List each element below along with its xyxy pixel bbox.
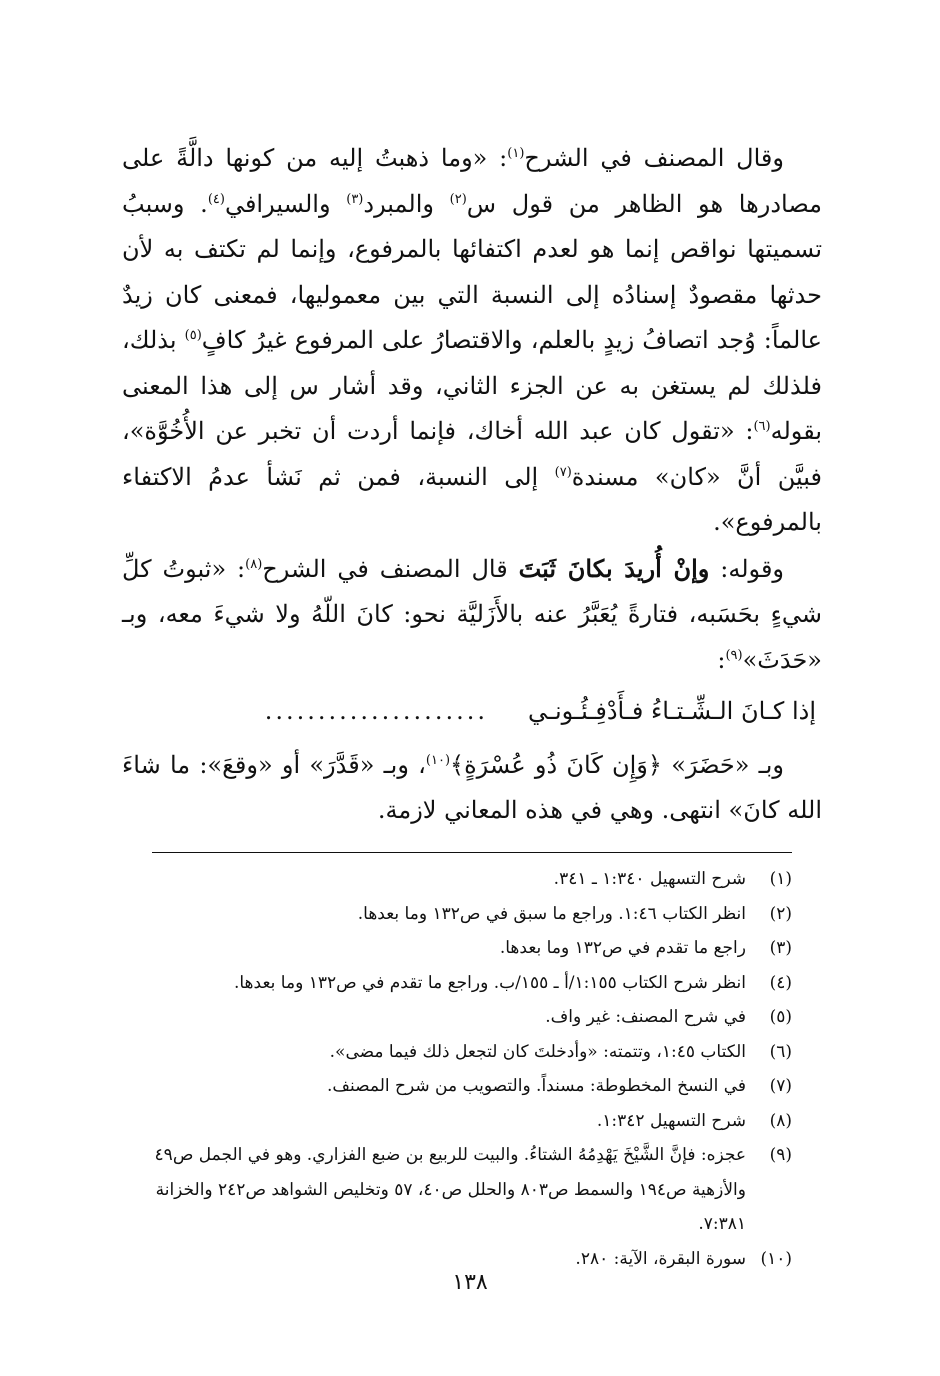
footnote-ref-8: (٨) <box>245 556 263 572</box>
footnote <box>132 897 792 932</box>
footnote-number: (٥) <box>769 1007 792 1027</box>
footnote-number: (١) <box>769 869 792 889</box>
footnote-text: في شرح المصنف: غير واف. <box>545 1007 746 1027</box>
text-run: قال المصنف في الشرح <box>262 554 519 583</box>
text-run: وقوله: <box>709 554 785 583</box>
footnote-text: شرح التسهيل ١:٣٤٢. <box>596 1110 746 1131</box>
footnote-divider <box>152 852 792 853</box>
footnote-number: (٤) <box>769 972 792 993</box>
text-run: وبـ «حَضَرَ» ﴿وَإِن كَانَ ذُو عُسْرَةٍ﴾ <box>450 750 784 779</box>
verse-hemistich: إذا كـانَ الـشِّـتـاءُ فـأَدْفِـئُـونـي <box>527 697 816 725</box>
footnote-ref-10: (١٠) <box>425 752 451 768</box>
footnote-number: (٧) <box>769 1076 792 1096</box>
footnote-text: شرح التسهيل ١:٣٤٠ ـ ٣٤١. <box>553 869 746 889</box>
footnote <box>132 966 792 1001</box>
text-run: بذلك، فلذلك لم يستغن به عن الجزء الثاني، وقد أشار س إلى هذا المعنى بقوله <box>122 326 823 445</box>
footnotes <box>132 862 792 1276</box>
footnote-ref-1: (١) <box>507 146 525 161</box>
verse-ellipsis: ..................... <box>264 697 488 725</box>
footnote-number: (٩) <box>769 1145 792 1165</box>
page-number: ١٣٨ <box>452 1270 488 1295</box>
footnote-ref-2: (٢) <box>449 191 467 207</box>
footnote-text: سورة البقرة، الآية: ٢٨٠. <box>575 1248 746 1269</box>
footnote <box>132 1035 792 1070</box>
main-text <box>122 136 822 834</box>
paragraph-2 <box>122 546 822 684</box>
footnote-text: راجع ما تقدم في ص١٣٢ وما بعدها. <box>499 938 746 958</box>
footnote-ref-3: (٣) <box>346 191 364 207</box>
footnote-number: (٦) <box>769 1041 792 1062</box>
verse-line <box>122 689 822 735</box>
footnote-ref-6: (٦) <box>753 419 771 434</box>
text-run: : «ثبوتُ كلِّ شيءٍ بحَسَبه، فتارةً يُعَبَّرُ عنه بالأَزَليَّة نحو: كانَ اللّهُ ولا شيءَ معه، وبـ «حَدَثَ» <box>122 554 822 674</box>
text-run: والمبرد <box>363 189 450 218</box>
text-run: . وسببُ تسميتها نواقص إنما هو لعدم اكتفائها بالمرفوع، وإنما لم تكتف به لأن حدثها مقصودٌ إسنادُه إلى النسبة التي بين معموليها، فمعنى كان زيدٌ عالماً: وُجد اتصافُ زيدٍ بالعلم، والاقتصارُ على المرفوع غيرُ كافٍ <box>122 189 822 354</box>
footnote-ref-7: (٧) <box>554 464 572 480</box>
footnote-ref-9: (٩) <box>725 647 743 663</box>
footnote-ref-4: (٤) <box>207 191 225 207</box>
footnote <box>132 862 792 897</box>
footnote <box>132 1069 792 1104</box>
paragraph-3 <box>122 743 822 834</box>
quoted-matn: وإنْ أُريدَ بكانَ ثَبَتَ <box>518 553 710 583</box>
footnote-number: (٣) <box>769 938 792 958</box>
footnote-number: (١٠) <box>760 1248 792 1269</box>
footnote <box>132 1104 792 1139</box>
footnote <box>132 1138 792 1242</box>
text-run: : «تقول كان عبد الله أخاك، فإنما أردت أن تخبر عن الأُخُوَّة»، فبيَّن أنَّ «كان» مسندة <box>122 417 822 491</box>
text-run: : «وما ذهبتُ إليه من كونها دالَّةً على مصادرها هو الظاهر من قول س <box>122 144 822 218</box>
footnote-number: (٨) <box>769 1110 792 1131</box>
footnote-text: في النسخ المخطوطة: مسنداً. والتصويب من شرح المصنف. <box>327 1076 746 1096</box>
text-run: والسيرافي <box>224 189 347 218</box>
footnote-text: الكتاب ١:٤٥، وتتمته: «وأدخلتَ كان لتجعل ذلك فيما مضى». <box>329 1041 746 1062</box>
footnote-ref-5: (٥) <box>184 328 202 343</box>
paragraph-1 <box>122 136 822 546</box>
footnote-text: انظر الكتاب ١:٤٦. وراجع ما سبق في ص١٣٢ وما بعدها. <box>357 903 746 924</box>
text-run: وقال المصنف في الشرح <box>524 144 784 172</box>
footnote <box>132 931 792 966</box>
footnote-text: عجزه: فإنَّ الشَّيْخَ يَهْدِمُهُ الشتاءُ. والبيت للربيع بن ضبع الفزاري. وهو في الجمل ص٤٩ والأزهية ص١٩٤ والسمط ص٨٠٣ والحلل ص٤٠، ٥٧ وتخليص الشواهد ص٢٤٢ والخزانة ٧:٣٨١. <box>154 1145 746 1234</box>
footnote-number: (٢) <box>769 903 792 924</box>
text-run: : <box>717 645 726 674</box>
text-run: إلى النسبة، فمن ثم نَشأ عدمُ الاكتفاء بالمرفوع». <box>122 462 822 536</box>
footnote <box>132 1000 792 1035</box>
text-run: ، وبـ «قَدَّرَ» أو «وقعَ»: ما شاءَ الله كانَ» انتهى. وهي في هذه المعاني لازمة. <box>122 750 822 824</box>
footnote-text: انظر شرح الكتاب ١:١٥٥/أ ـ ١٥٥/ب. وراجع ما تقدم في ص١٣٢ وما بعدها. <box>233 972 746 993</box>
